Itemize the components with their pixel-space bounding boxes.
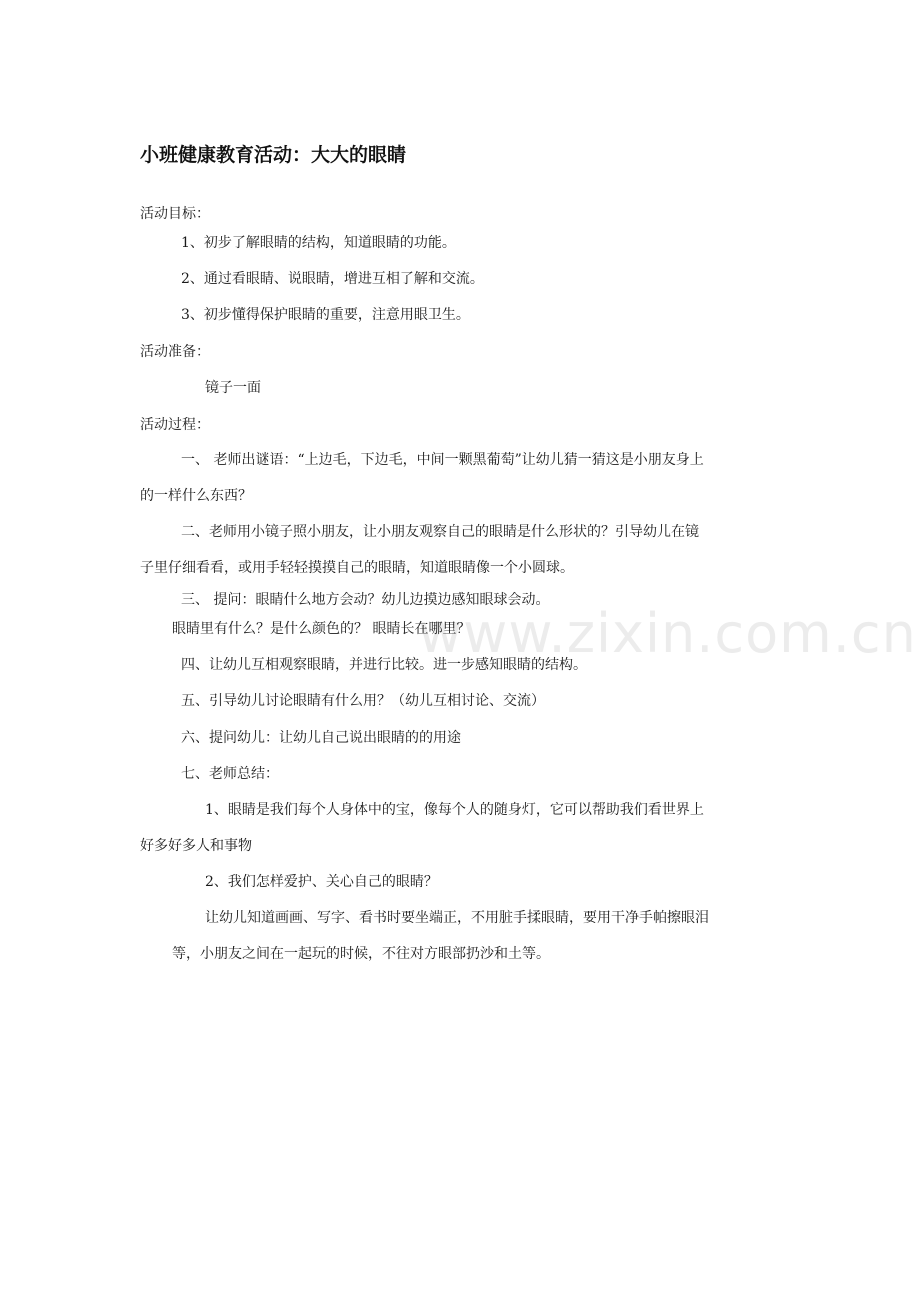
step-3-line-1: 三、 提问：眼睛什么地方会动？幼儿边摸边感知眼球会动。 <box>181 592 550 608</box>
goal-item-2: 2、通过看眼睛、说眼睛，增进互相了解和交流。 <box>181 271 484 287</box>
step-6: 六、提问幼儿：让幼儿自己说出眼睛的的用途 <box>181 730 461 746</box>
step-3-line-2: 眼睛里有什么？是什么颜色的？ 眼睛长在哪里？ <box>172 621 471 637</box>
step-4: 四、让幼儿互相观察眼睛，并进行比较。进一步感知眼睛的结构。 <box>181 657 587 673</box>
prep-item: 镜子一面 <box>205 380 261 396</box>
summary-1-line-2: 好多好多人和事物 <box>140 838 252 854</box>
step-2-line-1: 二、老师用小镜子照小朋友，让小朋友观察自己的眼睛是什么形状的？引导幼儿在镜 <box>181 524 699 540</box>
step-5: 五、引导幼儿讨论眼睛有什么用？（幼儿互相讨论、交流） <box>181 693 545 709</box>
goal-item-1: 1、初步了解眼睛的结构，知道眼睛的功能。 <box>181 235 456 251</box>
step-1-line-1: 一、 老师出谜语：“上边毛，下边毛，中间一颗黑葡萄”让幼儿猜一猜这是小朋友身上 <box>181 452 704 468</box>
summary-1-line-1: 1、眼睛是我们每个人身体中的宝，像每个人的随身灯，它可以帮助我们看世界上 <box>205 802 704 818</box>
goal-item-3: 3、初步懂得保护眼睛的重要，注意用眼卫生。 <box>181 307 470 323</box>
watermark: www.zixin.com.cn <box>418 602 917 665</box>
page-title: 小班健康教育活动：大大的眼睛 <box>140 144 407 166</box>
summary-2: 2、我们怎样爱护、关心自己的眼睛？ <box>205 874 438 890</box>
goals-heading: 活动目标： <box>140 206 210 222</box>
summary-3-line-1: 让幼儿知道画画、写字、看书时要坐端正，不用脏手揉眼睛，要用干净手帕擦眼泪 <box>205 910 709 926</box>
summary-3-line-2: 等，小朋友之间在一起玩的时候，不往对方眼部扔沙和土等。 <box>172 946 550 962</box>
step-1-line-2: 的一样什么东西？ <box>140 488 252 504</box>
process-heading: 活动过程： <box>140 417 210 433</box>
prep-heading: 活动准备： <box>140 344 210 360</box>
step-2-line-2: 子里仔细看看，或用手轻轻摸摸自己的眼睛，知道眼睛像一个小圆球。 <box>140 560 574 576</box>
step-7: 七、老师总结： <box>181 766 279 782</box>
